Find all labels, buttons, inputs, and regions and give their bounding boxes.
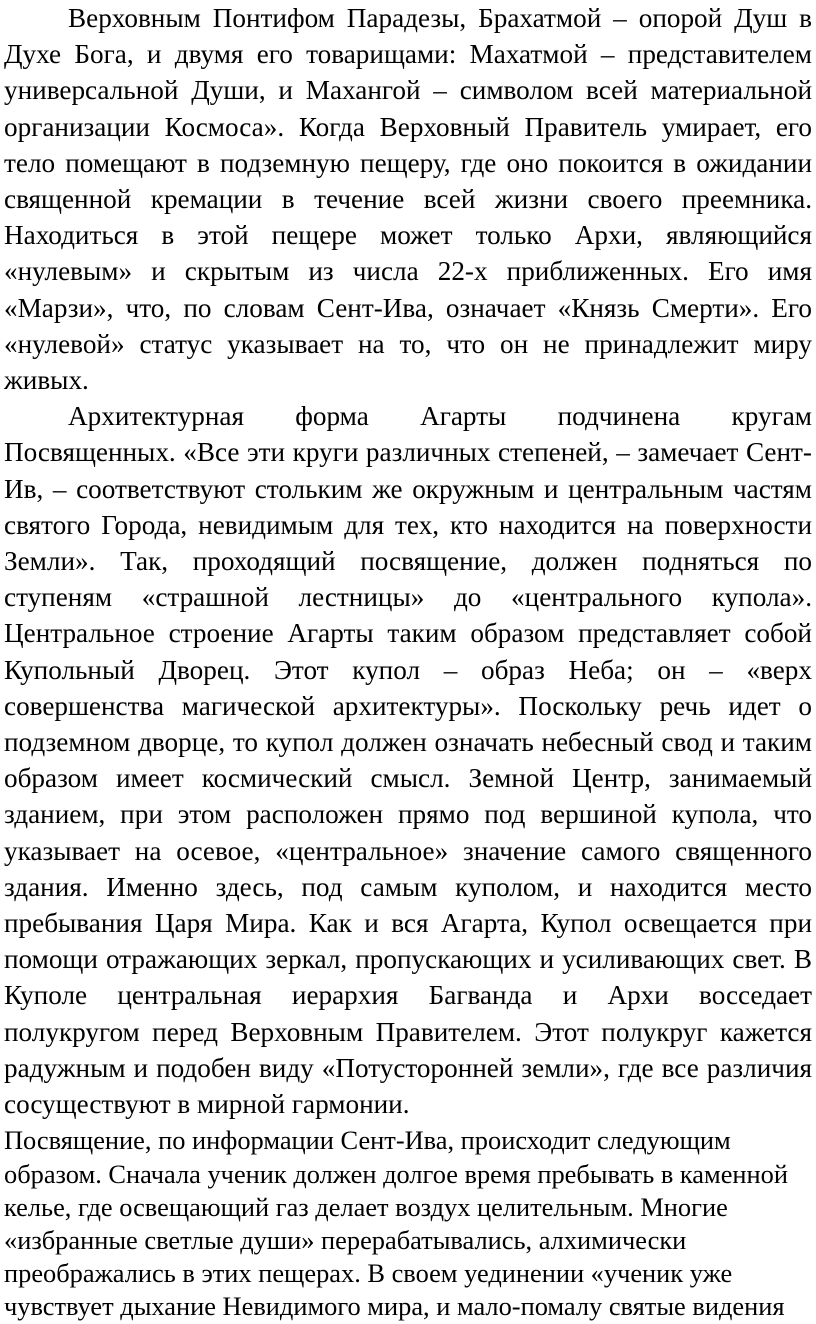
paragraph-pontiff: Верховным Понтифом Парадезы, Брахатмой – опорой Душ в Духе Бога, и двумя его товарищами: Махатмой – представителем универсальной Души, и Махангой – символом всей материальной организации Космоса». Когда Верховный Правитель умирает, его тело помещают в подземную пещеру, где оно покоится в ожидании священной кремации в течение всей жизни своего преемника. Находиться в этой пещере может только Архи, являющийся «нулевым» и скрытым из числа 22-х приближенных. Его имя «Марзи», что, по словам Сент-Ива, означает «Князь Смерти». Его «нулевой» статус указывает на то, что он не принадлежит миру живых. [4,3,812,396]
paragraph-initiation [4,1124,812,1323]
text-line: Посвящение, по информации Сент-Ива, происходит следующим [4,1125,731,1156]
text-line: келье, где освещающий газ делает воздух целительным. Многие [4,1191,728,1222]
paragraph-architecture: Архитектурная форма Агарты подчинена кругам Посвященных. «Все эти круги различных степеней, – замечает Сент-Ив, – соответствуют стольким же окружным и центральным частям святого Города, невидимым для тех, кто находится на поверхности Земли». Так, проходящий посвящение, должен подняться по ступеням «страшной лестницы» до «центрального купола». Центральное строение Агарты таким образом представляет собой Купольный Дворец. Этот купол – образ Неба; он – «верх совершенства магической архитектуры». Поскольку речь идет о подземном дворце, то купол должен означать небесный свод и таким образом имеет космический смысл. Земной Центр, занимаемый зданием, при этом расположен прямо под вершиной купола, что указывает на осевое, «центральное» значение самого священного здания. Именно здесь, под самым куполом, и находится место пребывания Царя Мира. Как и вся Агарта, Купол освещается при помощи отражающих зеркал, пропускающих и усиливающих свет. В Куполе центральная иерархия Багванда и Архи восседает полукругом перед Верховным Правителем. Этот полукруг кажется радужным и подобен виду «Потусторонней земли», где все различия сосуществуют в мирной гармонии. [4,401,812,1120]
document-page [4,0,812,1324]
text-line: «избранные светлые души» перерабатывались, алхимически [4,1224,687,1255]
text-line: преображались в этих пещерах. В своем уединении «ученик уже [4,1258,733,1289]
text-line: образом. Сначала ученик должен долгое время пребывать в каменной [4,1158,788,1189]
text-line: чувствует дыхание Невидимого мира, и мало-помалу святые видения [4,1291,785,1322]
